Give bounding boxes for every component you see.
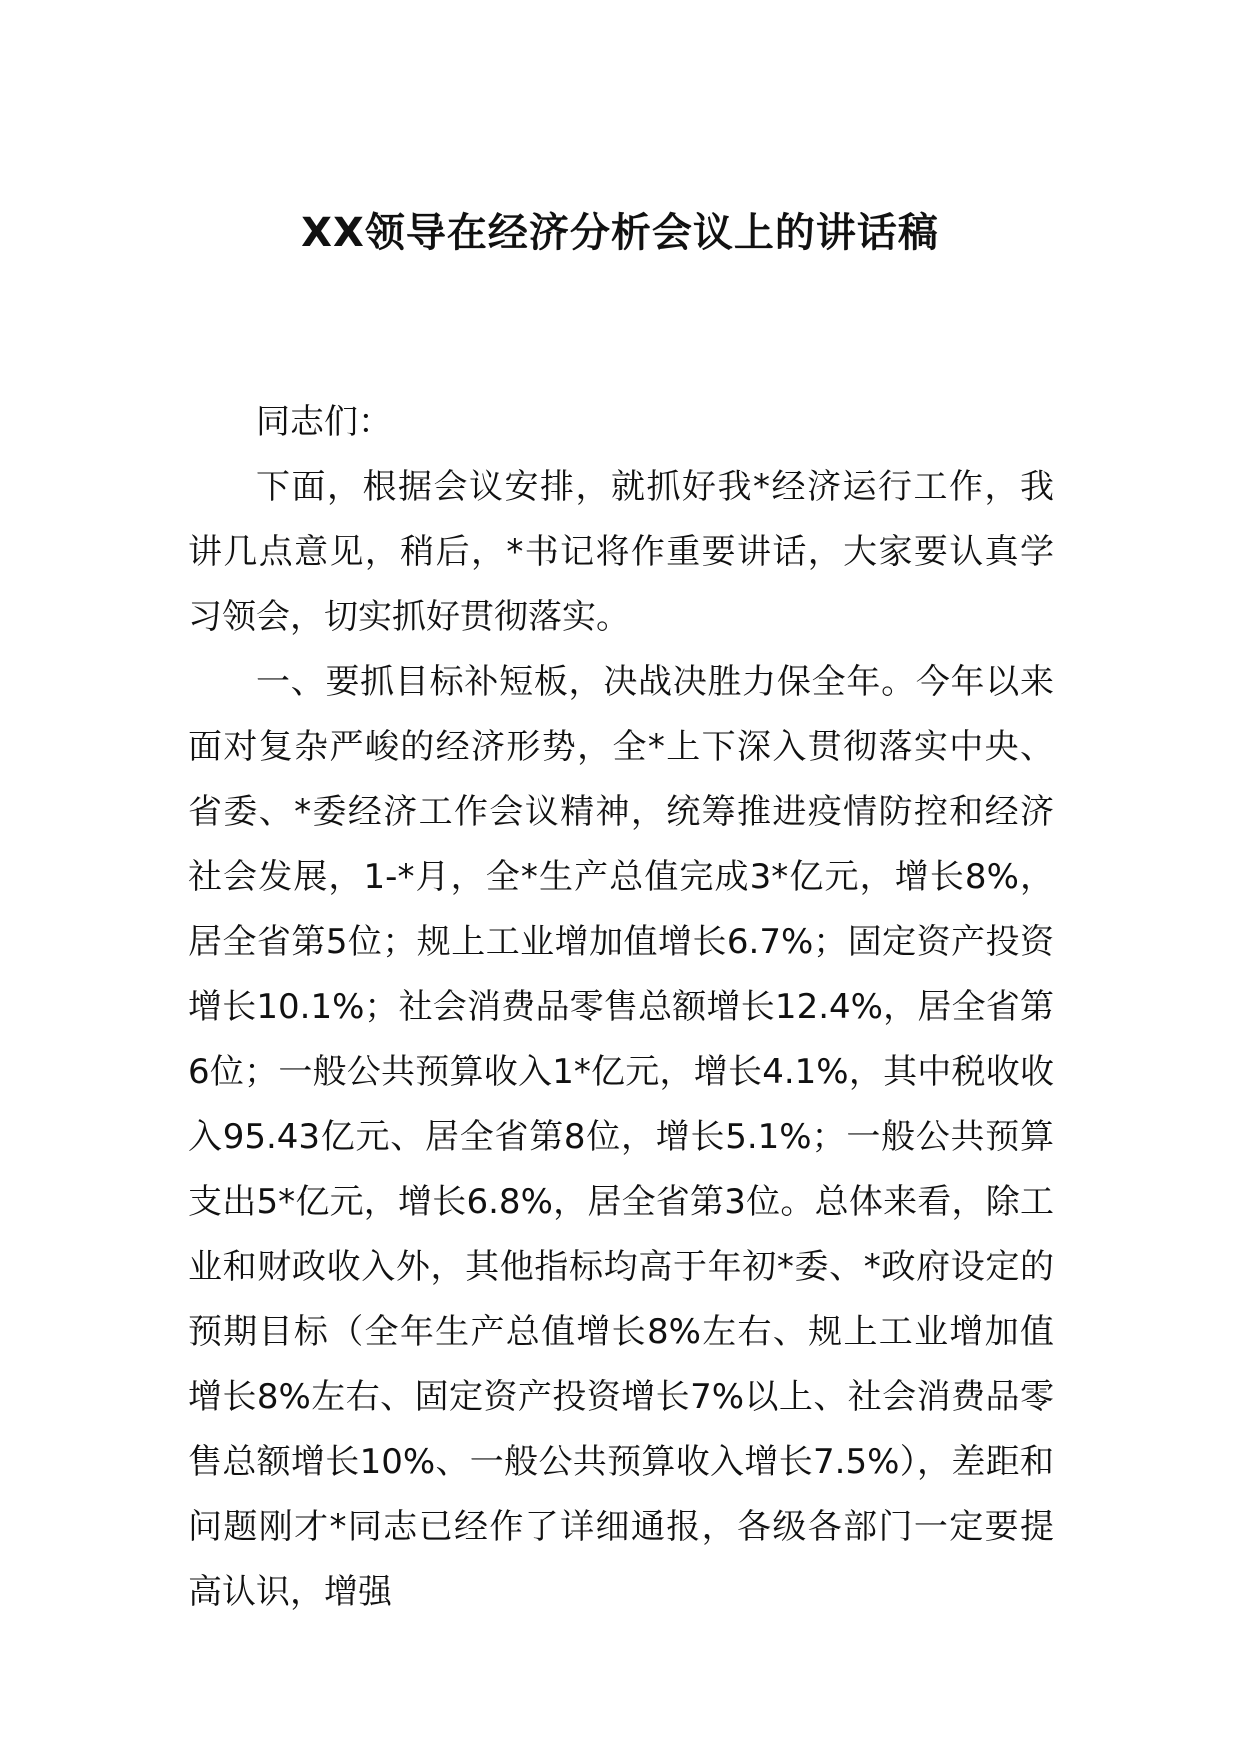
document-title: XX领导在经济分析会议上的讲话稿	[301, 210, 939, 256]
section-one-paragraph: 一、要抓目标补短板，决战决胜力保全年。今年以来面对复杂严峻的经济形势，全*上下深入贯彻落实中央、省委、*委经济工作会议精神，统筹推进疫情防控和经济社会发展，1-*月，全*生产总值完成3*亿元，增长8%，居全省第5位；规上工业增加值增长6.7%；固定资产投资增长10.1%；社会消费品零售总额增长12.4%，居全省第6位；一般公共预算收入1*亿元，增长4.1%，其中税收收入95.43亿元、居全省第8位，增长5.1%；一般公共预算支出5*亿元，增长6.8%，居全省第3位。总体来看，除工业和财政收入外，其他指标均高于年初*委、*政府设定的预期目标（全年生产总值增长8%左右、规上工业增加值增长8%左右、固定资产投资增长7%以上、社会消费品零售总额增长10%、一般公共预算收入增长7.5%），差距和问题刚才*同志已经作了详细通报，各级各部门一定要提高认识，增强	[188, 662, 1054, 1612]
salutation-paragraph: 同志们：	[256, 402, 392, 442]
document-body	[188, 390, 1054, 1625]
intro-paragraph: 下面，根据会议安排，就抓好我*经济运行工作，我讲几点意见，稍后，*书记将作重要讲话，大家要认真学习领会，切实抓好贯彻落实。	[188, 467, 1054, 637]
